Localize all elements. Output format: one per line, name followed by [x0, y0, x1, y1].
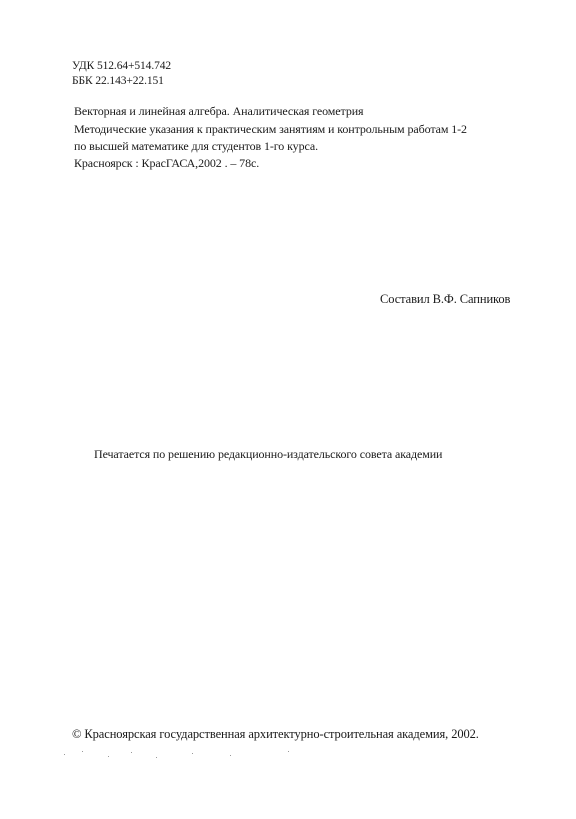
compiler-credit: Составил В.Ф. Сапников: [380, 292, 511, 306]
udk-code: УДК 512.64+514.742: [72, 60, 172, 72]
publishing-approval: Печатается по решению редакционно-издательского совета академии: [94, 447, 443, 461]
bibliography-subtitle: Методические указания к практическим занятиям и контрольным работам 1-2: [74, 122, 467, 136]
copyright-notice: © Красноярская государственная архитектурно-строительная академия, 2002.: [72, 727, 479, 741]
bibliography-title: Векторная и линейная алгебра. Аналитическая геометрия: [74, 104, 364, 118]
bbk-code: ББК 22.143+22.151: [72, 75, 164, 87]
scan-noise: [60, 748, 520, 760]
bibliography-audience: по высшей математике для студентов 1-го курса.: [74, 139, 318, 153]
bibliography-imprint: Красноярск : КрасГАСА,2002 . – 78с.: [74, 156, 260, 170]
